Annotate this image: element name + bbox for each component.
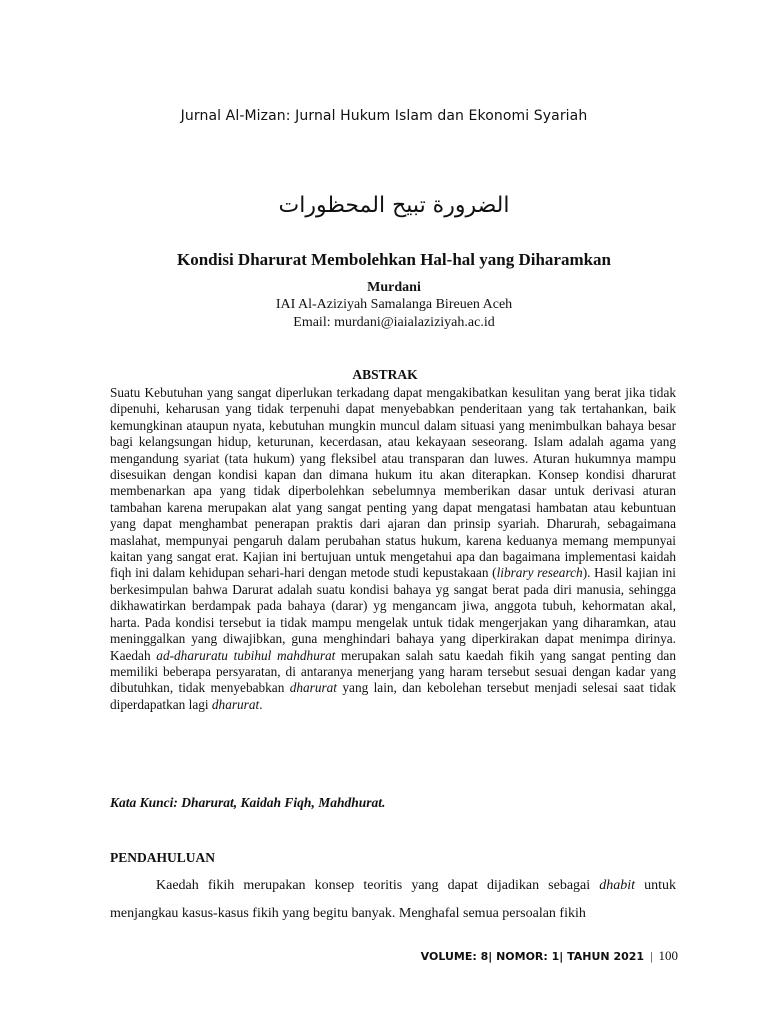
section-heading-pendahuluan: PENDAHULUAN (110, 850, 216, 865)
abstract-italic: dharurat (289, 680, 338, 696)
abstract-text: ). Hasil kajian ini berkesimpulan bahwa Darurat adalah suatu kondisi bahaya yg sangat berat pada diri manusia, sehingga dikhawatirkan berdampak pada bahaya (darar) yg mengancam jiwa, anggota tubuh, kehormatan akal, harta. Pada kondisi tersebut ia tidak mampu mengelak untuk tidak mengerjakan yang diharamkan, atau meninggalkan yang diwajibkan, guna menghindari bahaya yang diperkirakan dapat menimpa dirinya. Kaedah (110, 565, 676, 663)
abstract-italic: library research (496, 565, 583, 581)
intro-italic: dhabit (599, 878, 636, 893)
keywords: Kata Kunci: Dharurat, Kaidah Fiqh, Mahdhurat. (110, 795, 386, 810)
intro-text: Kaedah fikih merupakan konsep teoritis yang dapat dijadikan sebagai (156, 878, 600, 893)
footer-separator: | (650, 949, 653, 963)
page-number: 100 (658, 948, 678, 963)
author-affiliation: IAI Al-Aziziyah Samalanga Bireuen Aceh (275, 297, 513, 312)
abstract-text: Suatu Kebutuhan yang sangat diperlukan terkadang dapat mengakibatkan kesulitan yang berat jika tidak dipenuhi, keharusan yang tidak terpenuhi dapat menyebabkan penderitaan yang tak tertahankan, baik kemungkinan ataupun nyata, kebutuhan mungkin muncul dalam situasi yang menimbulkan bahaya besar bagi kelangsungan hidup, keturunan, kecerdasan, atau kekayaan seseorang. Islam adalah agama yang mengandung syariat (tata hukum) yang fleksibel atau transparan dan luwes. Aturan hukumnya mampu disesuikan dengan kondisi kapan dan dimana hukum itu akan diterapkan. Konsep kondisi dharurat membenarkan apa yang tidak diperbolehkan sebelumnya memberikan dasar untuk derivasi aturan tambahan karena merupakan alat yang sangat penting yang dapat mengatasi hambatan atau kebuntuan yang dapat menghambat penerapan praktis dari ajaran dan prinsip syariah. Dharurah, sebagaimana maslahat, mempunyai pengaruh dalam perubahan status hukum, karena keduanya memang mempunyai kaitan yang sangat erat. Kajian ini bertujuan untuk mengetahui apa dan bagaimana implementasi kaidah fiqh ini dalam kehidupan sehari-hari dengan metode studi kepustakaan ( (110, 385, 676, 581)
arabic-title: الضرورة تبيح المحظورات (278, 193, 510, 218)
intro-paragraph (110, 872, 676, 928)
abstract-text: merupakan salah satu kaedah fikih yang sangat penting dan memiliki beberapa persyaratan, di antaranya menerjang yang haram tersebut sesuai dengan kadar yang dibutuhkan, tidak menyebabkan (110, 647, 676, 696)
page-footer (421, 948, 678, 964)
intro-text: untuk menjangkau kasus-kasus fikih yang begitu banyak. Menghafal semua persoalan fikih (110, 878, 676, 921)
abstract-italic: dharurat (211, 696, 260, 712)
footer-volume: VOLUME: 8| NOMOR: 1| TAHUN 2021 (420, 950, 645, 963)
abstract-text: yang lain, dan kebolehan tersebut menjadi selesai saat tidak diperdapatkan lagi (110, 680, 676, 712)
abstract-body (110, 385, 676, 713)
journal-title: Jurnal Al-Mizan: Jurnal Hukum Islam dan Ekonomi Syariah (180, 108, 588, 124)
author-email: Email: murdani@iaialaziziyah.ac.id (293, 315, 495, 330)
abstract-heading: ABSTRAK (352, 367, 418, 382)
paper-title: Kondisi Dharurat Membolehkan Hal-hal yang Diharamkan (176, 250, 612, 269)
author-name: Murdani (367, 280, 421, 295)
abstract-italic: ad-dharuratu tubihul mahdhurat (156, 647, 336, 663)
abstract-text: . (259, 696, 263, 712)
